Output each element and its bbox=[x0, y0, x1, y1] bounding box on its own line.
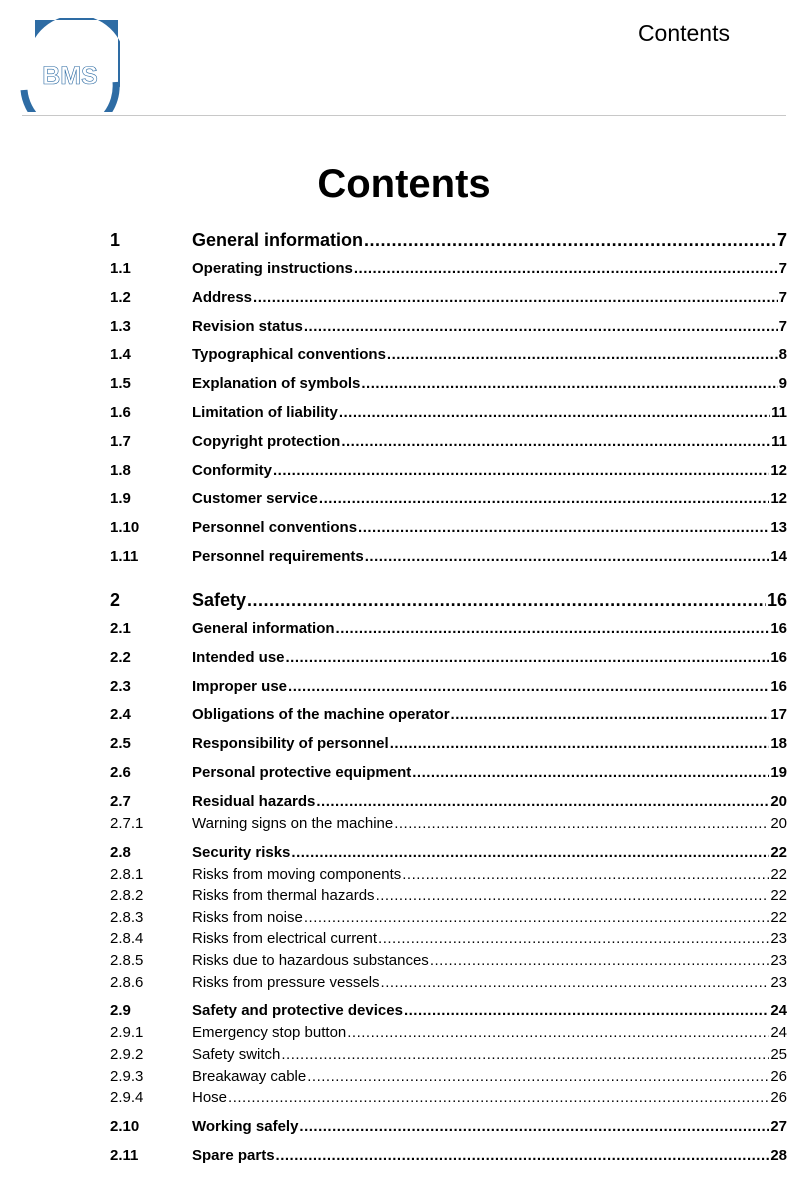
toc-entry-page: 18 bbox=[770, 735, 787, 753]
toc-entry-number: 2.8 bbox=[110, 843, 131, 861]
toc-entry-number: 2.9.3 bbox=[110, 1067, 144, 1085]
toc-entry-page: 14 bbox=[770, 548, 787, 565]
toc-entry[interactable] bbox=[110, 952, 787, 969]
toc-entry-page: 26 bbox=[770, 1089, 787, 1107]
toc-dot-leader bbox=[286, 649, 770, 666]
toc-entry-title: Risks due to hazardous substances bbox=[192, 952, 429, 969]
toc-entry-number: 2 bbox=[110, 590, 121, 610]
toc-entry-page: 22 bbox=[770, 887, 787, 905]
toc-entry-number: 1 bbox=[110, 230, 121, 250]
toc-entry[interactable] bbox=[110, 620, 787, 637]
toc-dot-leader bbox=[381, 974, 770, 991]
toc-entry-number: 2.9.4 bbox=[110, 1089, 144, 1107]
toc-entry-page: 12 bbox=[770, 490, 787, 508]
toc-entry-page: 8 bbox=[778, 346, 787, 364]
toc-entry-number: 2.11 bbox=[110, 1146, 139, 1164]
toc-entry-title: Risks from moving components bbox=[192, 865, 402, 883]
toc-entry-title: Spare parts bbox=[192, 1146, 275, 1164]
toc-entry[interactable] bbox=[110, 815, 787, 832]
toc-entry-page: 16 bbox=[770, 677, 787, 695]
toc-entry[interactable] bbox=[110, 260, 787, 277]
toc-entry-page: 22 bbox=[770, 843, 787, 861]
toc-entry-page: 26 bbox=[770, 1067, 787, 1085]
toc-entry-page: 16 bbox=[770, 620, 787, 637]
toc-entry-number: 1.4 bbox=[110, 346, 131, 364]
toc-entry-number: 2.8.6 bbox=[110, 973, 144, 991]
toc-dot-leader bbox=[402, 866, 769, 883]
toc-entry-page: 9 bbox=[778, 375, 787, 393]
toc-entry[interactable] bbox=[110, 1046, 787, 1063]
toc-entry-title: Security risks bbox=[192, 843, 291, 861]
toc-entry-number: 2.2 bbox=[110, 648, 131, 666]
toc-entry[interactable] bbox=[110, 793, 787, 810]
toc-dot-leader bbox=[339, 404, 770, 421]
toc-dot-leader bbox=[336, 620, 770, 637]
toc-dot-leader bbox=[387, 346, 778, 363]
toc-dot-leader bbox=[378, 930, 769, 947]
toc-dot-leader bbox=[291, 844, 769, 861]
toc-entry-number: 2.10 bbox=[110, 1118, 140, 1135]
toc-entry-page: 20 bbox=[770, 814, 787, 832]
toc-entry[interactable] bbox=[110, 346, 787, 363]
toc-entry-title: Risks from noise bbox=[192, 908, 303, 926]
toc-entry-page: 27 bbox=[770, 1118, 787, 1135]
toc-entry-number: 2.8.5 bbox=[110, 952, 144, 969]
toc-entry-page: 11 bbox=[771, 404, 787, 421]
toc-dot-leader bbox=[341, 433, 770, 450]
toc-entry-page: 7 bbox=[778, 288, 787, 306]
toc-dot-leader bbox=[364, 230, 776, 251]
toc-entry-page: 13 bbox=[770, 519, 787, 537]
toc-entry-title: Conformity bbox=[192, 461, 272, 479]
toc-entry-number: 2.8.1 bbox=[110, 865, 144, 883]
toc-entry-page: 17 bbox=[770, 706, 787, 724]
toc-entry[interactable] bbox=[110, 1089, 787, 1106]
toc-entry-number: 1.10 bbox=[110, 519, 140, 537]
toc-entry[interactable] bbox=[110, 289, 787, 306]
toc-entry-title: Customer service bbox=[192, 490, 318, 508]
toc-dot-leader bbox=[354, 260, 778, 277]
toc-entry-page: 16 bbox=[770, 648, 787, 666]
toc-entry-page: 11 bbox=[771, 432, 787, 450]
toc-entry-number: 2.9.1 bbox=[110, 1024, 144, 1042]
toc-entry[interactable] bbox=[110, 1068, 787, 1085]
toc-dot-leader bbox=[390, 735, 770, 752]
logo-text: BMS bbox=[42, 62, 98, 90]
toc-entry-page: 20 bbox=[770, 792, 787, 810]
toc-dot-leader bbox=[247, 590, 766, 611]
toc-entry[interactable] bbox=[110, 649, 787, 666]
toc-entry-number: 2.9 bbox=[110, 1002, 131, 1020]
toc-entry[interactable] bbox=[110, 318, 787, 335]
toc-entry-number: 2.9.2 bbox=[110, 1046, 144, 1063]
toc-entry[interactable] bbox=[110, 590, 787, 611]
toc-entry-title: General information bbox=[192, 620, 335, 637]
toc-dot-leader bbox=[288, 678, 769, 695]
toc-dot-leader bbox=[316, 793, 769, 810]
toc-entry[interactable] bbox=[110, 735, 787, 752]
toc-entry[interactable] bbox=[110, 974, 787, 991]
toc-entry-title: Risks from thermal hazards bbox=[192, 887, 375, 905]
toc-entry-title: Copyright protection bbox=[192, 432, 341, 450]
toc-entry-title: Safety and protective devices bbox=[192, 1002, 403, 1020]
toc-entry-title: Hose bbox=[192, 1089, 228, 1107]
toc-entry-title: Safety bbox=[192, 590, 247, 610]
toc-dot-leader bbox=[365, 548, 770, 565]
toc-entry-page: 23 bbox=[770, 973, 787, 991]
toc-entry-title: Breakaway cable bbox=[192, 1067, 307, 1085]
toc-dot-leader bbox=[319, 490, 769, 507]
toc-entry-page: 22 bbox=[770, 865, 787, 883]
toc-entry-title: Working safely bbox=[192, 1118, 299, 1135]
toc-entry-number: 2.8.2 bbox=[110, 887, 144, 905]
bms-logo bbox=[20, 18, 120, 112]
toc-dot-leader bbox=[276, 1147, 770, 1164]
toc-entry-page: 24 bbox=[770, 1024, 787, 1042]
toc-dot-leader bbox=[412, 764, 769, 781]
toc-dot-leader bbox=[228, 1089, 769, 1106]
toc-entry[interactable] bbox=[110, 1024, 787, 1041]
header-title: Contents bbox=[637, 20, 730, 46]
toc-dot-leader bbox=[307, 1068, 769, 1085]
toc-entry-number: 2.6 bbox=[110, 764, 131, 781]
toc-entry-page: 24 bbox=[770, 1002, 787, 1020]
toc-entry-page: 19 bbox=[770, 764, 787, 781]
toc-entry-title: Limitation of liability bbox=[192, 404, 338, 421]
toc-dot-leader bbox=[376, 887, 770, 904]
toc-dot-leader bbox=[281, 1046, 769, 1063]
toc-dot-leader bbox=[304, 318, 778, 335]
toc-entry-title: Revision status bbox=[192, 317, 303, 335]
toc-entry-title: Risks from pressure vessels bbox=[192, 973, 380, 991]
toc-entry-title: Warning signs on the machine bbox=[192, 814, 394, 832]
toc-entry-page: 25 bbox=[770, 1046, 787, 1063]
toc-dot-leader bbox=[394, 815, 769, 832]
toc-entry-page: 23 bbox=[770, 952, 787, 969]
toc-entry-number: 1.2 bbox=[110, 288, 131, 306]
toc-dot-leader bbox=[299, 1118, 769, 1135]
toc-entry-page: 7 bbox=[778, 317, 787, 335]
toc-entry-title: Address bbox=[192, 288, 253, 306]
toc-entry-page: 23 bbox=[770, 930, 787, 948]
toc-entry[interactable] bbox=[110, 1147, 787, 1164]
toc-entry-title: Intended use bbox=[192, 648, 285, 666]
toc-entry[interactable] bbox=[110, 866, 787, 883]
toc-entry-title: Personnel requirements bbox=[192, 548, 364, 565]
toc-entry[interactable] bbox=[110, 490, 787, 507]
toc-entry-title: Emergency stop button bbox=[192, 1024, 347, 1042]
toc-entry[interactable] bbox=[110, 375, 787, 392]
toc-entry-page: 16 bbox=[766, 590, 787, 610]
toc-entry-number: 2.3 bbox=[110, 677, 131, 695]
toc-entry[interactable] bbox=[110, 404, 787, 421]
toc-dot-leader bbox=[347, 1024, 769, 1041]
toc-entry[interactable] bbox=[110, 433, 787, 450]
toc-entry-page: 7 bbox=[776, 230, 787, 250]
toc-entry-title: General information bbox=[192, 230, 364, 250]
toc-entry-number: 1.6 bbox=[110, 404, 131, 421]
toc-entry-title: Explanation of symbols bbox=[192, 375, 361, 393]
toc-entry[interactable] bbox=[110, 519, 787, 536]
toc-dot-leader bbox=[358, 519, 769, 536]
toc-entry-number: 2.7 bbox=[110, 792, 131, 810]
toc-entry-title: Improper use bbox=[192, 677, 288, 695]
toc-entry-number: 2.1 bbox=[110, 620, 131, 637]
toc-entry[interactable] bbox=[110, 930, 787, 947]
toc-entry-title: Operating instructions bbox=[192, 260, 353, 277]
toc-entry-number: 1.8 bbox=[110, 461, 131, 479]
toc-entry-title: Personal protective equipment bbox=[192, 764, 412, 781]
toc-entry-title: Typographical conventions bbox=[192, 346, 386, 364]
toc-entry[interactable] bbox=[110, 462, 787, 479]
toc-entry-number: 2.7.1 bbox=[110, 814, 144, 832]
toc-entry-title: Responsibility of personnel bbox=[192, 735, 389, 753]
toc-entry-page: 7 bbox=[778, 260, 787, 277]
toc-entry-title: Safety switch bbox=[192, 1046, 281, 1063]
toc-entry[interactable] bbox=[110, 764, 787, 781]
toc-entry-number: 2.5 bbox=[110, 735, 131, 753]
toc-dot-leader bbox=[273, 462, 769, 479]
toc-entry-page: 12 bbox=[770, 461, 787, 479]
page-title: Contents bbox=[317, 162, 491, 206]
toc-entry-title: Residual hazards bbox=[192, 792, 316, 810]
toc-dot-leader bbox=[451, 706, 770, 723]
toc-entry-number: 2.8.3 bbox=[110, 908, 144, 926]
toc-entry[interactable] bbox=[110, 1118, 787, 1135]
toc-dot-leader bbox=[304, 909, 769, 926]
toc-entry-number: 1.3 bbox=[110, 317, 131, 335]
toc-entry-title: Risks from electrical current bbox=[192, 930, 378, 948]
toc-entry-number: 1.11 bbox=[110, 548, 139, 565]
toc-entry[interactable] bbox=[110, 887, 787, 904]
toc-entry-page: 22 bbox=[770, 908, 787, 926]
toc-entry-number: 1.7 bbox=[110, 432, 131, 450]
toc-entry-number: 2.8.4 bbox=[110, 930, 144, 948]
toc-entry[interactable] bbox=[110, 1002, 787, 1019]
header-divider bbox=[22, 115, 786, 116]
toc-entry-number: 2.4 bbox=[110, 706, 131, 724]
toc-dot-leader bbox=[253, 289, 778, 306]
toc-entry-number: 1.9 bbox=[110, 490, 131, 508]
toc-entry-title: Obligations of the machine operator bbox=[192, 706, 450, 724]
toc-entry-number: 1.5 bbox=[110, 375, 131, 393]
toc-entry-title: Personnel conventions bbox=[192, 519, 358, 537]
toc-entry[interactable] bbox=[110, 706, 787, 723]
toc-entry[interactable] bbox=[110, 678, 787, 695]
toc-entry[interactable] bbox=[110, 548, 787, 565]
toc-dot-leader bbox=[361, 375, 777, 392]
toc-entry-page: 28 bbox=[770, 1146, 787, 1164]
toc-entry[interactable] bbox=[110, 909, 787, 926]
toc-entry[interactable] bbox=[110, 844, 787, 861]
toc-entry-number: 1.1 bbox=[110, 260, 131, 277]
toc-entry[interactable] bbox=[110, 230, 787, 251]
toc-dot-leader bbox=[404, 1002, 769, 1019]
toc-dot-leader bbox=[430, 952, 770, 969]
